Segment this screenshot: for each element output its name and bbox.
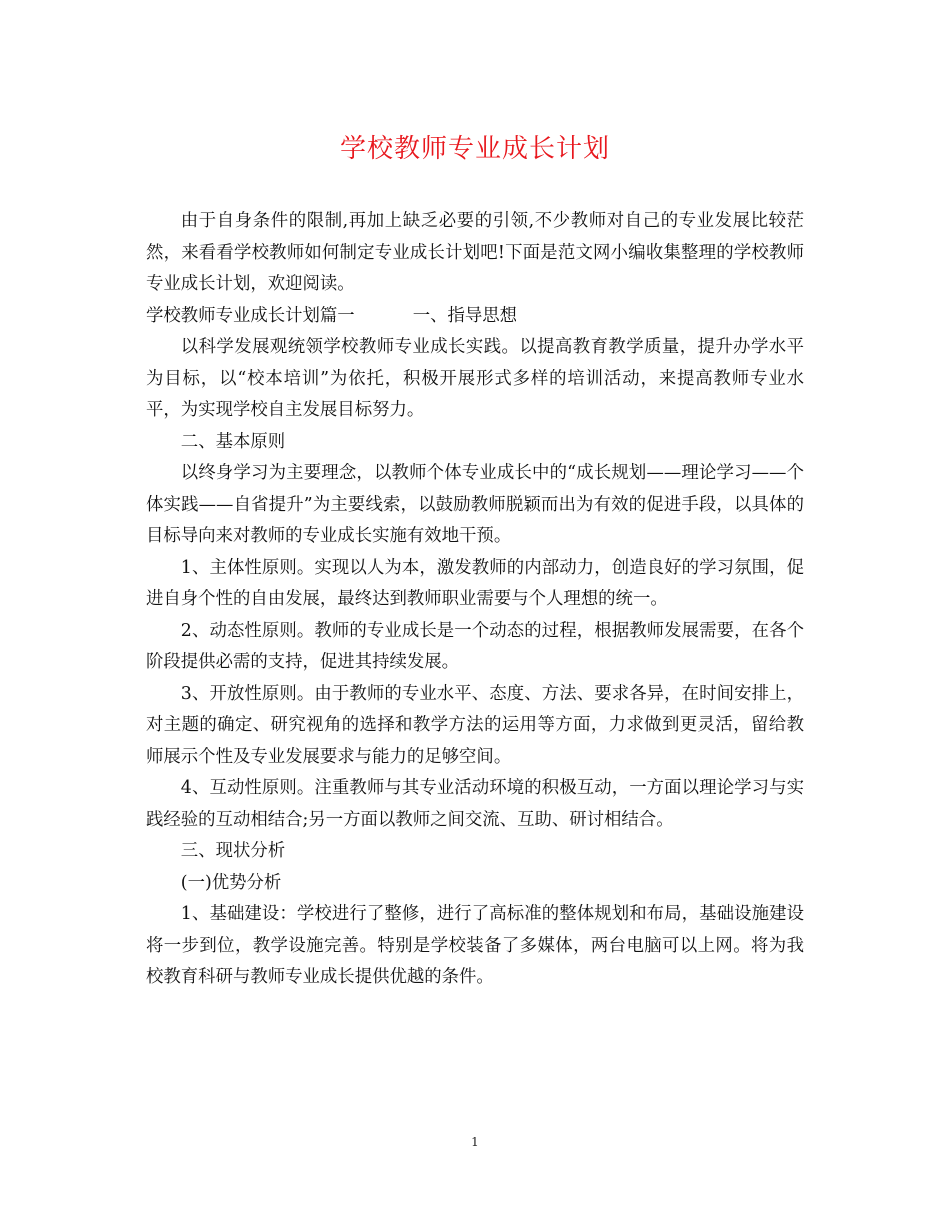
paragraph-lifelong-learning: 以终身学习为主要理念，以教师个体专业成长中的“成长规划——理论学习——个体实践——自省提升”为主要线索，以鼓励教师脱颖而出为有效的促进手段，以具体的目标导向来对教师的专业成长实施有效地干预。	[146, 463, 804, 546]
paragraph-principle-openness: 3、开放性原则。由于教师的专业水平、态度、方法、要求各异，在时间安排上，对主题的确定、研究视角的选择和教学方法的运用等方面，力求做到更灵活，留给教师展示个性及专业发展要求与能力的足够空间。	[146, 683, 804, 767]
section-heading: 学校教师专业成长计划篇一	[146, 305, 355, 326]
paragraph-principle-interaction: 4、互动性原则。注重教师与其专业活动环境的积极互动，一方面以理论学习与实践经验的互动相结合;另一方面以教师之间交流、互助、研讨相结合。	[146, 778, 804, 830]
section-heading-line	[146, 301, 804, 333]
paragraph-principle-dynamic: 2、动态性原则。教师的专业成长是一个动态的过程，根据教师发展需要，在各个阶段提供必需的支持，促进其持续发展。	[146, 620, 804, 672]
document-body	[146, 206, 804, 994]
page-number: 1	[471, 1135, 479, 1149]
heading-status-analysis: 三、现状分析	[180, 841, 286, 861]
heading-advantage-analysis: (一)优势分析	[180, 872, 282, 893]
section-subheading: 一、指导思想	[412, 305, 518, 326]
paragraph-principle-subjectivity: 1、主体性原则。实现以人为本，激发教师的内部动力，创造良好的学习氛围，促进自身个性的自由发展，最终达到教师职业需要与个人理想的统一。	[146, 557, 804, 609]
heading-basic-principles: 二、基本原则	[180, 431, 286, 452]
paragraph-guiding-thought: 以科学发展观统领学校教师专业成长实践。以提高教育教学质量，提升办学水平为目标，以“校本培训”为依托，积极开展形式多样的培训活动，来提高教师专业水平，为实现学校自主发展目标努力。	[146, 337, 804, 420]
document-title: 学校教师专业成长计划	[339, 134, 610, 164]
paragraph-infrastructure: 1、基础建设：学校进行了整修，进行了高标准的整体规划和布局，基础设施建设将一步到位，教学设施完善。特别是学校装备了多媒体，两台电脑可以上网。将为我校教育科研与教师专业成长提供优越的条件。	[146, 904, 804, 987]
intro-paragraph: 由于自身条件的限制,再加上缺乏必要的引领,不少教师对自己的专业发展比较茫然，来看看学校教师如何制定专业成长计划吧!下面是范文网小编收集整理的学校教师专业成长计划，欢迎阅读。	[146, 211, 804, 294]
